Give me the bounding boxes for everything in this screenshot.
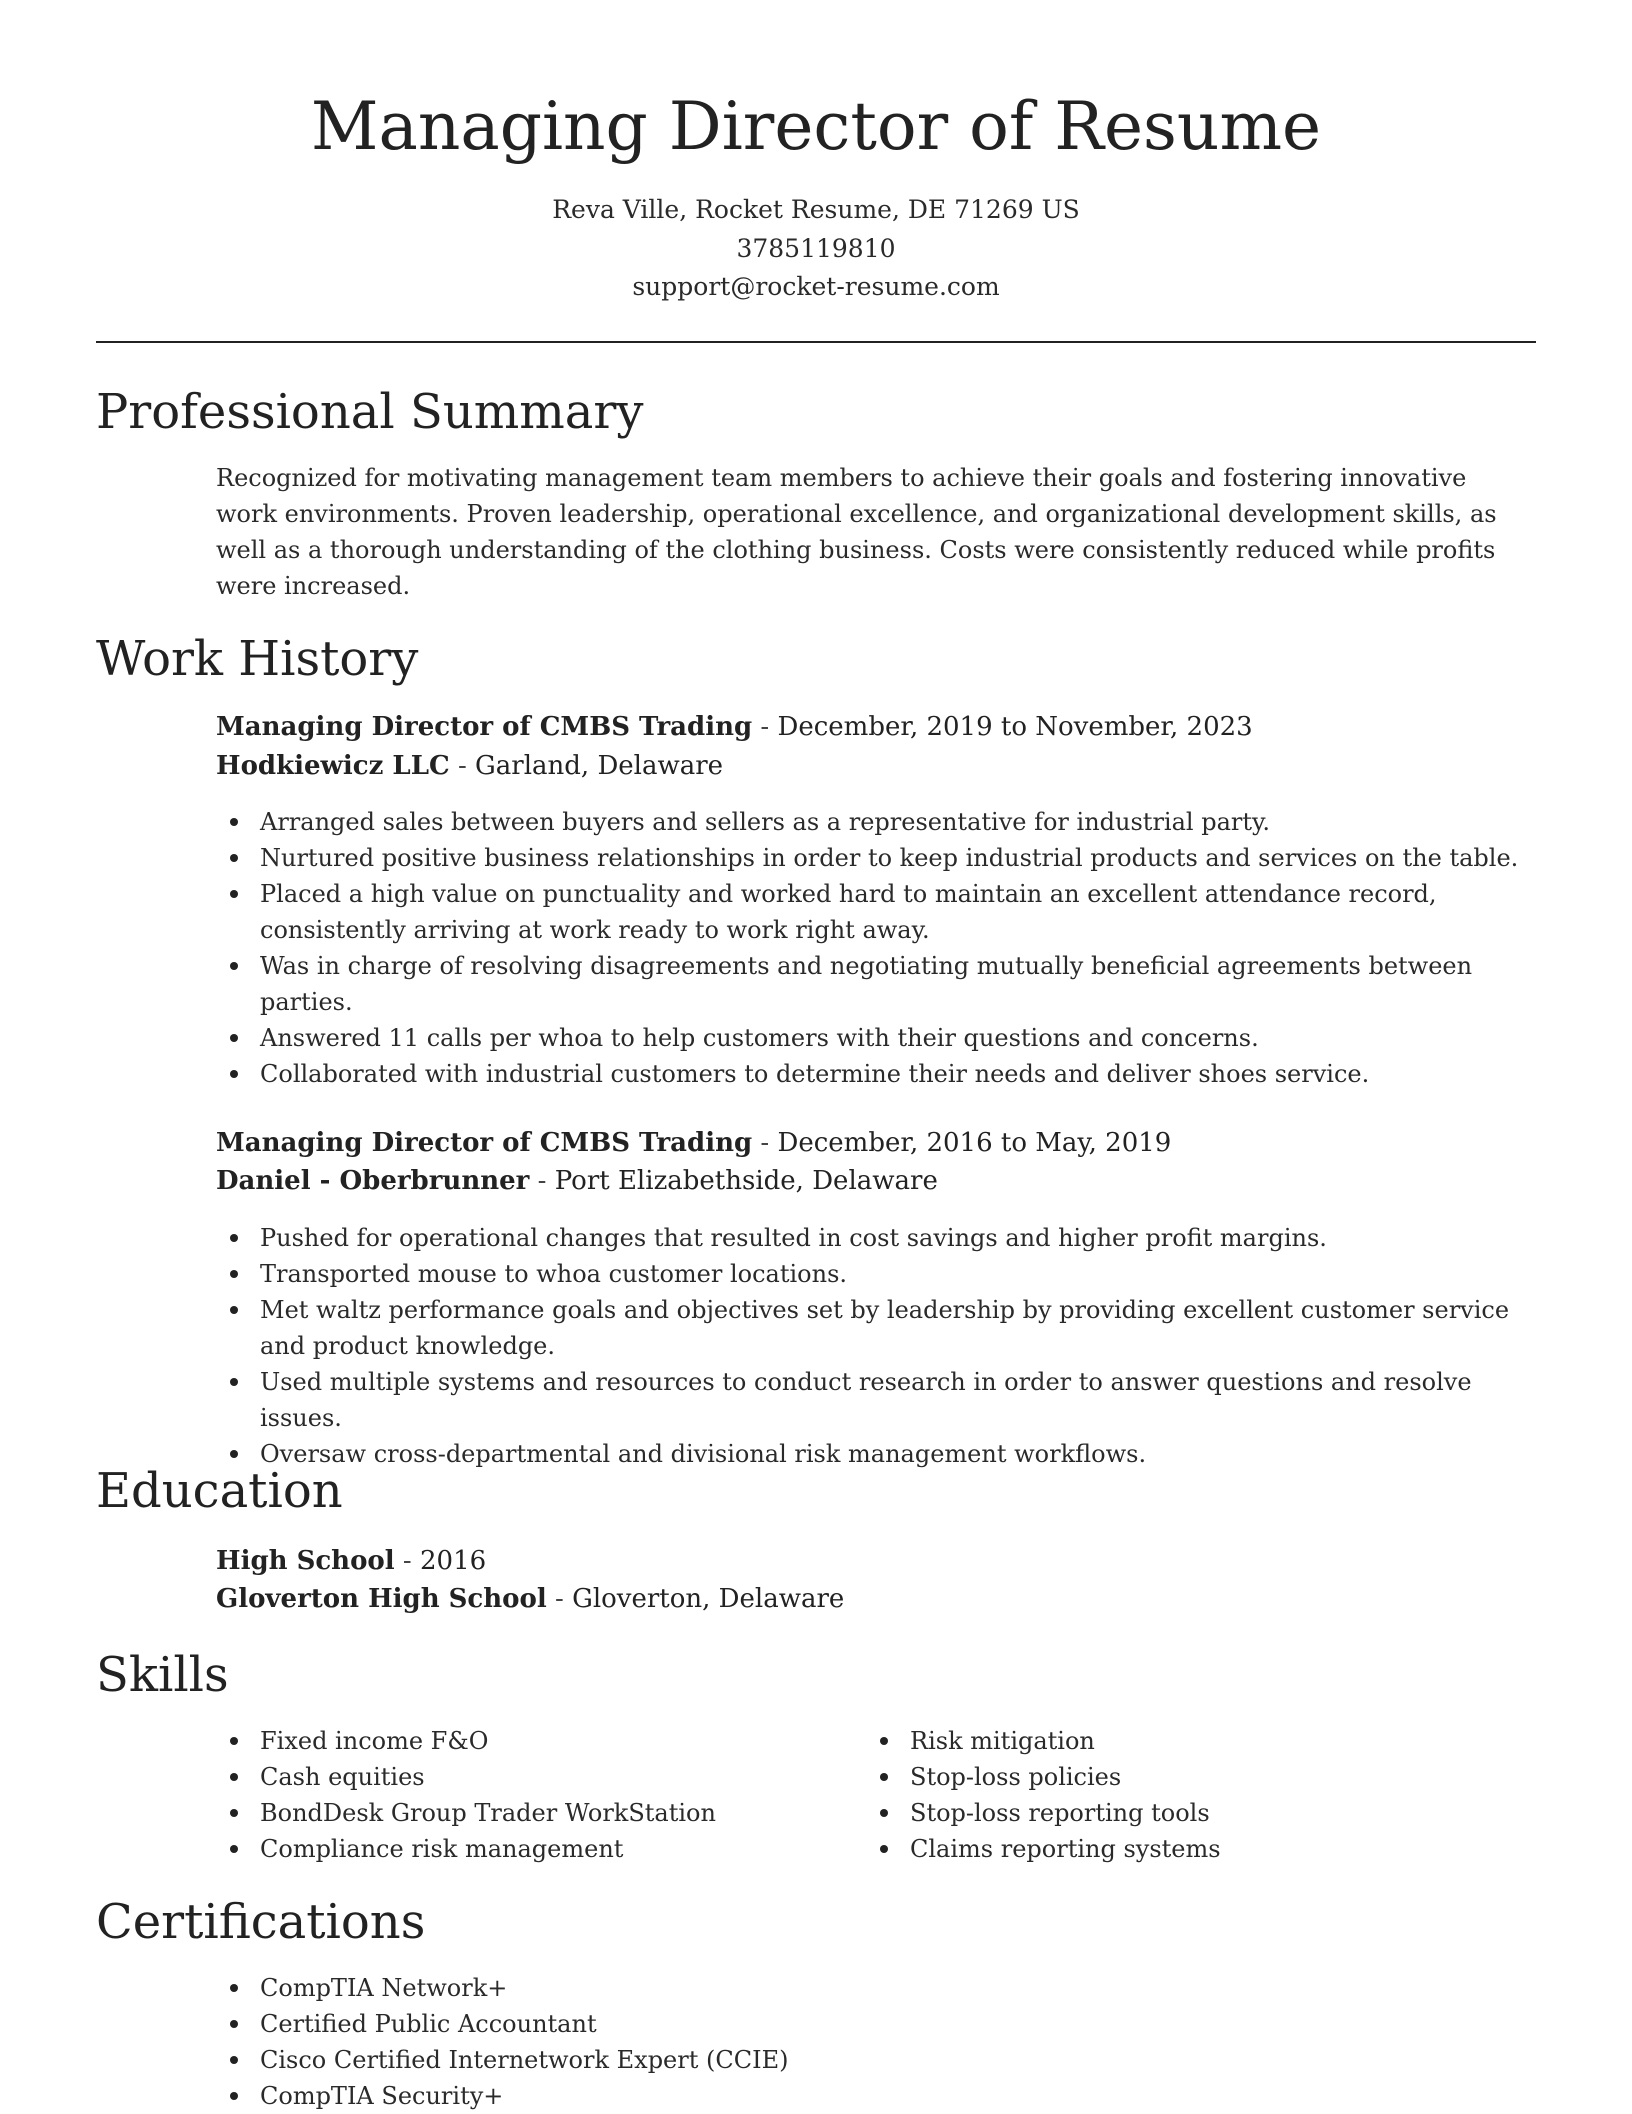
list-item: Claims reporting systems	[866, 1831, 1506, 1867]
list-item: Placed a high value on punctuality and worked hard to maintain an excellent attendance record, consistently arriving at work ready to work right away.	[216, 876, 1536, 948]
job-1-company-line	[216, 747, 723, 785]
education-year-separator: -	[394, 1546, 420, 1576]
list-item: Cash equities	[216, 1759, 856, 1795]
list-item: Cisco Certified Internetwork Expert (CCIE)	[216, 2042, 1216, 2078]
education-school: Gloverton High School	[216, 1584, 547, 1614]
education-location: Gloverton, Delaware	[572, 1584, 845, 1614]
job-2-title-line	[216, 1124, 1171, 1162]
list-item: Stop-loss policies	[866, 1759, 1506, 1795]
list-item: Nurtured positive business relationships in order to keep industrial products and services on the table.	[216, 840, 1536, 876]
list-item: Arranged sales between buyers and sellers as a representative for industrial party.	[216, 804, 1536, 840]
contact-email: support@rocket-resume.com	[632, 272, 1000, 301]
skills-heading: Skills	[96, 1647, 229, 1703]
list-item: CompTIA Security+	[216, 2078, 1216, 2114]
skills-right-list	[866, 1723, 1506, 1867]
job-2-dates: December, 2016 to May, 2019	[777, 1128, 1172, 1158]
list-item: Certified Public Accountant	[216, 2006, 1216, 2042]
education-degree-line	[216, 1542, 486, 1580]
job-1-dates: December, 2019 to November, 2023	[777, 712, 1253, 742]
job-2-dates-separator: -	[752, 1128, 778, 1158]
contact-address: Reva Ville, Rocket Resume, DE 71269 US	[552, 195, 1080, 224]
job-1-title: Managing Director of CMBS Trading	[216, 712, 753, 742]
list-item: Used multiple systems and resources to conduct research in order to answer questions and resolve issues.	[216, 1364, 1546, 1436]
summary-heading: Professional Summary	[96, 384, 644, 440]
job-2-bullets	[216, 1220, 1546, 1472]
work-history-heading: Work History	[96, 631, 419, 687]
job-1-location: Garland, Delaware	[475, 751, 724, 781]
list-item: Risk mitigation	[866, 1723, 1506, 1759]
job-2-title: Managing Director of CMBS Trading	[216, 1128, 753, 1158]
list-item: CompTIA Network+	[216, 1970, 1216, 2006]
list-item: Collaborated with industrial customers to determine their needs and deliver shoes service.	[216, 1056, 1536, 1092]
skills-left-list	[216, 1723, 856, 1867]
job-1-bullets	[216, 804, 1536, 1092]
certifications-list	[216, 1970, 1216, 2114]
list-item: Compliance risk management	[216, 1831, 856, 1867]
resume-title: Managing Director of Resume	[310, 88, 1322, 165]
list-item: Was in charge of resolving disagreements and negotiating mutually beneficial agreements between parties.	[216, 948, 1536, 1020]
education-school-line	[216, 1580, 844, 1618]
job-2-company-line	[216, 1162, 938, 1200]
header-divider	[96, 341, 1536, 343]
education-heading: Education	[96, 1463, 343, 1519]
list-item: Oversaw cross-departmental and divisional risk management workflows.	[216, 1436, 1546, 1472]
summary-text: Recognized for motivating management team members to achieve their goals and fostering innovative work environments. Proven leadership, operational excellence, and organizational development skills, as well as a thorough understanding of the clothing business. Costs were consistently reduced while profits were increased.	[216, 464, 1497, 600]
job-1-title-line	[216, 708, 1253, 746]
job-1-location-separator: -	[449, 751, 476, 781]
list-item: Answered 11 calls per whoa to help customers with their questions and concerns.	[216, 1020, 1536, 1056]
job-1-dates-separator: -	[752, 712, 778, 742]
education-location-separator: -	[546, 1584, 573, 1614]
list-item: Stop-loss reporting tools	[866, 1795, 1506, 1831]
contact-phone: 3785119810	[736, 234, 896, 263]
list-item: Transported mouse to whoa customer locations.	[216, 1256, 1546, 1292]
job-1-company: Hodkiewicz LLC	[216, 751, 450, 781]
list-item: Fixed income F&O	[216, 1723, 856, 1759]
education-degree: High School	[216, 1546, 395, 1576]
job-2-location-separator: -	[529, 1166, 555, 1196]
job-2-company: Daniel - Oberbrunner	[216, 1166, 530, 1196]
education-year: 2016	[419, 1546, 487, 1576]
list-item: Met waltz performance goals and objectives set by leadership by providing excellent customer service and product knowledge.	[216, 1292, 1546, 1364]
certifications-heading: Certifications	[96, 1894, 426, 1950]
list-item: BondDesk Group Trader WorkStation	[216, 1795, 856, 1831]
list-item: Pushed for operational changes that resulted in cost savings and higher profit margins.	[216, 1220, 1546, 1256]
job-2-location: Port Elizabethside, Delaware	[554, 1166, 938, 1196]
